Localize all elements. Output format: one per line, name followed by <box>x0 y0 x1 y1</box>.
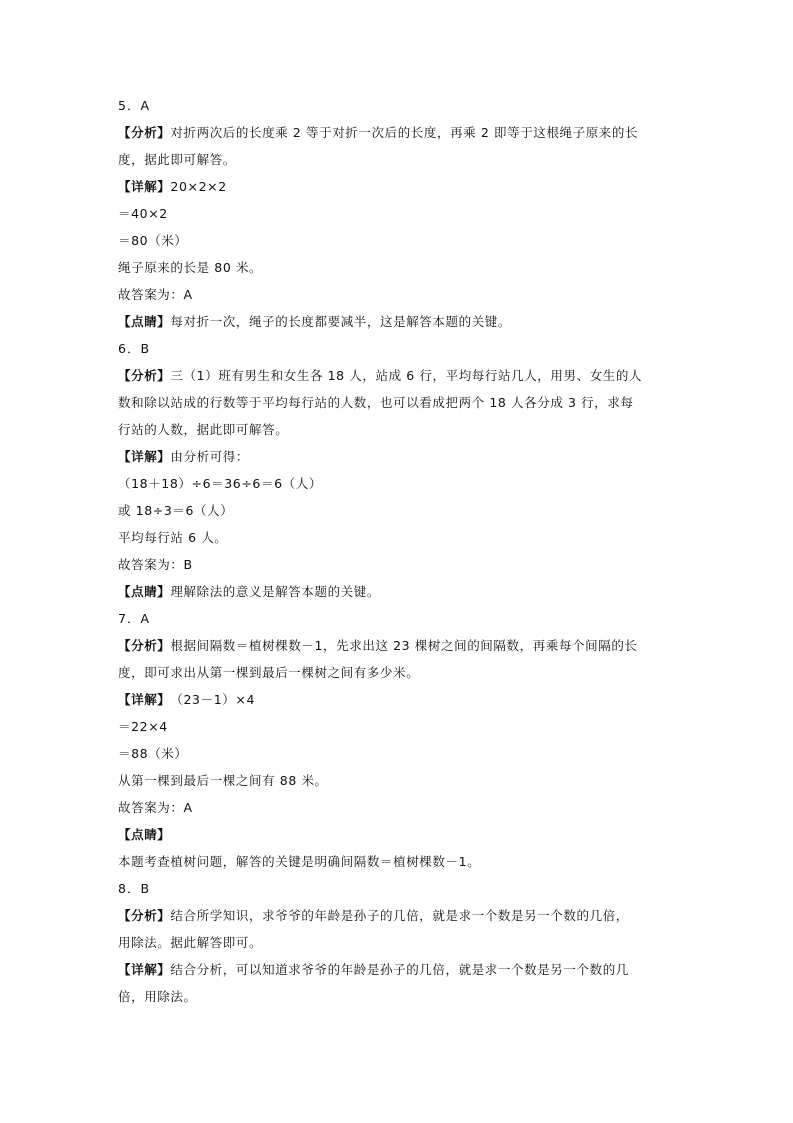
line-text: 故答案为：A <box>118 286 193 302</box>
text-line <box>118 416 693 443</box>
line-text: 故答案为：A <box>118 799 193 815</box>
line-text: 5．A <box>118 97 151 113</box>
line-text: 由分析可得： <box>170 448 250 464</box>
line-text: 用除法。据此解答即可。 <box>118 934 263 950</box>
line-text: 三（1）班有男生和女生各 18 人，站成 6 行，平均每行站几人，用男、女生的人 <box>170 367 643 383</box>
text-line <box>118 389 693 416</box>
line-text: 对折两次后的长度乘 2 等于对折一次后的长度，再乘 2 即等于这根绳子原来的长 <box>170 124 639 140</box>
line-text: 故答案为：B <box>118 556 193 572</box>
analysis-tag: 【分析】 <box>118 907 171 923</box>
line-text: 结合所学知识，求爷爷的年龄是孙子的几倍，就是求一个数是另一个数的几倍， <box>170 907 629 923</box>
text-line <box>118 524 693 551</box>
question-number <box>118 875 693 902</box>
line-text: ＝80（米） <box>118 232 188 248</box>
comment-line <box>118 308 693 335</box>
solution-line <box>118 173 693 200</box>
solution-tag: 【详解】 <box>118 178 171 194</box>
line-text: 度，据此即可解答。 <box>118 151 236 167</box>
comment-line <box>118 578 693 605</box>
answer-line <box>118 551 693 578</box>
solution-line <box>118 443 693 470</box>
analysis-line <box>118 362 693 389</box>
line-text: 根据间隔数＝植树棵数－1，先求出这 23 棵树之间的间隔数，再乘每个间隔的长 <box>170 637 638 653</box>
line-text: 6．B <box>118 340 151 356</box>
text-line <box>118 848 693 875</box>
question-number <box>118 605 693 632</box>
analysis-tag: 【分析】 <box>118 637 171 653</box>
question-number <box>118 92 693 119</box>
text-line <box>118 767 693 794</box>
text-line <box>118 254 693 281</box>
solution-tag: 【详解】 <box>118 691 171 707</box>
comment-tag: 【点睛】 <box>118 826 171 842</box>
text-line <box>118 740 693 767</box>
text-line <box>118 983 693 1010</box>
analysis-line <box>118 632 693 659</box>
line-text: ＝40×2 <box>118 205 168 221</box>
line-text: （23－1）×4 <box>170 691 255 707</box>
line-text: 每对折一次，绳子的长度都要减半，这是解答本题的关键。 <box>170 313 512 329</box>
solution-tag: 【详解】 <box>118 448 171 464</box>
analysis-line <box>118 119 693 146</box>
comment-tag: 【点睛】 <box>118 583 171 599</box>
line-text: 7．A <box>118 610 151 626</box>
solution-line <box>118 686 693 713</box>
analysis-line <box>118 902 693 929</box>
line-text: ＝22×4 <box>118 718 168 734</box>
line-text: 行站的人数，据此即可解答。 <box>118 421 289 437</box>
text-line <box>118 470 693 497</box>
question-number <box>118 335 693 362</box>
answer-document <box>118 92 693 1010</box>
line-text: 平均每行站 6 人。 <box>118 529 228 545</box>
line-text: 8．B <box>118 880 151 896</box>
line-text: 绳子原来的长是 80 米。 <box>118 259 263 275</box>
text-line <box>118 227 693 254</box>
line-text: 结合分析，可以知道求爷爷的年龄是孙子的几倍，就是求一个数是另一个数的几 <box>170 961 629 977</box>
solution-line <box>118 956 693 983</box>
text-line <box>118 497 693 524</box>
answer-line <box>118 281 693 308</box>
comment-tag: 【点睛】 <box>118 313 171 329</box>
text-line <box>118 713 693 740</box>
line-text: 数和除以站成的行数等于平均每行站的人数，也可以看成把两个 18 人各分成 3 行，求每 <box>118 394 634 410</box>
line-text: （18＋18）÷6＝36÷6＝6（人） <box>118 475 322 491</box>
line-text: 或 18÷3＝6（人） <box>118 502 234 518</box>
line-text: 本题考查植树问题，解答的关键是明确间隔数＝植树棵数－1。 <box>118 853 481 869</box>
text-line <box>118 659 693 686</box>
analysis-tag: 【分析】 <box>118 124 171 140</box>
line-text: ＝88（米） <box>118 745 188 761</box>
line-text: 20×2×2 <box>170 178 227 194</box>
answer-line <box>118 794 693 821</box>
text-line <box>118 146 693 173</box>
text-line <box>118 929 693 956</box>
line-text: 倍，用除法。 <box>118 988 197 1004</box>
comment-line <box>118 821 693 848</box>
line-text: 理解除法的意义是解答本题的关键。 <box>170 583 381 599</box>
text-line <box>118 200 693 227</box>
line-text: 从第一棵到最后一棵之间有 88 米。 <box>118 772 328 788</box>
analysis-tag: 【分析】 <box>118 367 171 383</box>
solution-tag: 【详解】 <box>118 961 171 977</box>
line-text: 度，即可求出从第一棵到最后一棵树之间有多少米。 <box>118 664 420 680</box>
